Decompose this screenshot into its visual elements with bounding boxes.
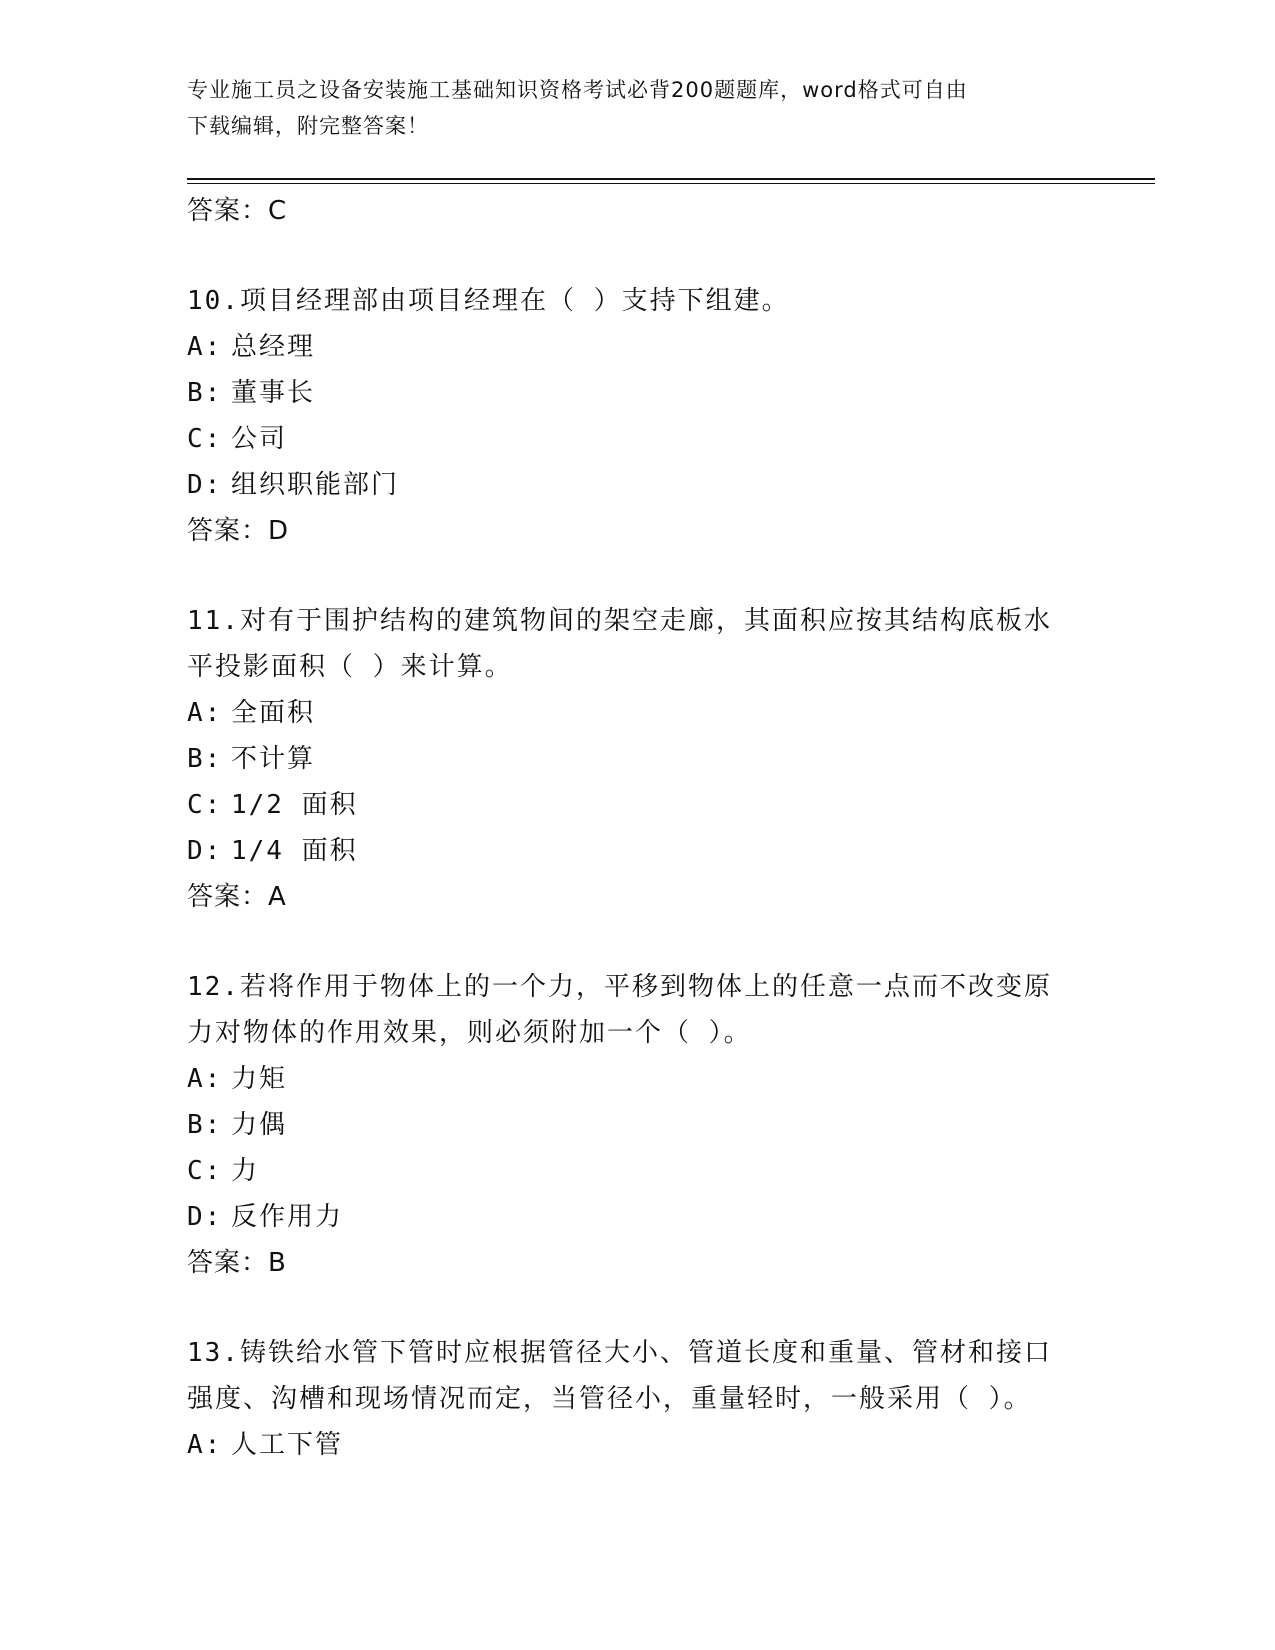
option-text: 不计算 [231, 744, 316, 774]
option-key: B: [187, 378, 223, 408]
question-text [187, 598, 1087, 690]
option-key: B: [187, 1110, 223, 1140]
option-text: 人工下管 [231, 1430, 344, 1460]
answer-line: 答案：D [187, 516, 290, 546]
option-key: A: [187, 1430, 223, 1460]
option-a [187, 690, 1087, 736]
answer-line: 答案：B [187, 1248, 287, 1278]
option-d [187, 828, 1087, 874]
option-key: B: [187, 744, 223, 774]
question-text-line: 力对物体的作用效果，则必须附加一个（ ）。 [187, 1018, 752, 1048]
answer-line: 答案：C [187, 196, 288, 226]
option-key: C: [187, 790, 223, 820]
option-text: 力矩 [231, 1064, 288, 1094]
question-11 [187, 598, 1087, 920]
option-key: D: [187, 836, 223, 866]
option-b [187, 370, 1087, 416]
option-text: 1/4 面积 [231, 836, 358, 866]
header-line-2: 下载编辑，附完整答案！ [187, 114, 429, 138]
option-c [187, 416, 1087, 462]
question-10 [187, 278, 1087, 554]
option-key: C: [187, 1156, 223, 1186]
option-text: 组织职能部门 [231, 470, 400, 500]
question-text-line: 强度、沟槽和现场情况而定，当管径小，重量轻时，一般采用（ ）。 [187, 1384, 1032, 1414]
option-a [187, 324, 1087, 370]
option-text: 力 [231, 1156, 260, 1186]
question-13 [187, 1330, 1087, 1468]
option-text: 反作用力 [231, 1202, 344, 1232]
question-text-line: 12.若将作用于物体上的一个力，平移到物体上的任意一点而不改变原 [187, 972, 1052, 1002]
option-d [187, 462, 1087, 508]
question-text-line: 10.项目经理部由项目经理在（ ）支持下组建。 [187, 286, 790, 316]
option-text: 全面积 [231, 698, 316, 728]
header-divider-thick [187, 178, 1155, 180]
question-text [187, 964, 1087, 1056]
option-text: 董事长 [231, 378, 316, 408]
option-key: C: [187, 424, 223, 454]
question-12 [187, 964, 1087, 1286]
answer-line: 答案：A [187, 882, 287, 912]
question-text-line: 13.铸铁给水管下管时应根据管径大小、管道长度和重量、管材和接口 [187, 1338, 1052, 1368]
option-text: 总经理 [231, 332, 316, 362]
header-line-1: 专业施工员之设备安装施工基础知识资格考试必背200题题库，word格式可自由 [187, 78, 968, 102]
header-divider-thin [187, 183, 1155, 184]
question-text [187, 1330, 1087, 1422]
question-text [187, 278, 1087, 324]
option-c [187, 782, 1087, 828]
option-key: D: [187, 1202, 223, 1232]
option-text: 力偶 [231, 1110, 288, 1140]
option-key: A: [187, 698, 223, 728]
option-key: D: [187, 470, 223, 500]
question-text-line: 平投影面积（ ）来计算。 [187, 652, 513, 682]
option-b [187, 736, 1087, 782]
option-text: 公司 [231, 424, 288, 454]
option-a [187, 1422, 1087, 1468]
question-text-line: 11.对有于围护结构的建筑物间的架空走廊，其面积应按其结构底板水 [187, 606, 1052, 636]
option-c [187, 1148, 1087, 1194]
option-b [187, 1102, 1087, 1148]
option-key: A: [187, 332, 223, 362]
document-body [187, 188, 1087, 1468]
option-d [187, 1194, 1087, 1240]
document-header [187, 72, 1067, 144]
option-text: 1/2 面积 [231, 790, 358, 820]
option-a [187, 1056, 1087, 1102]
option-key: A: [187, 1064, 223, 1094]
